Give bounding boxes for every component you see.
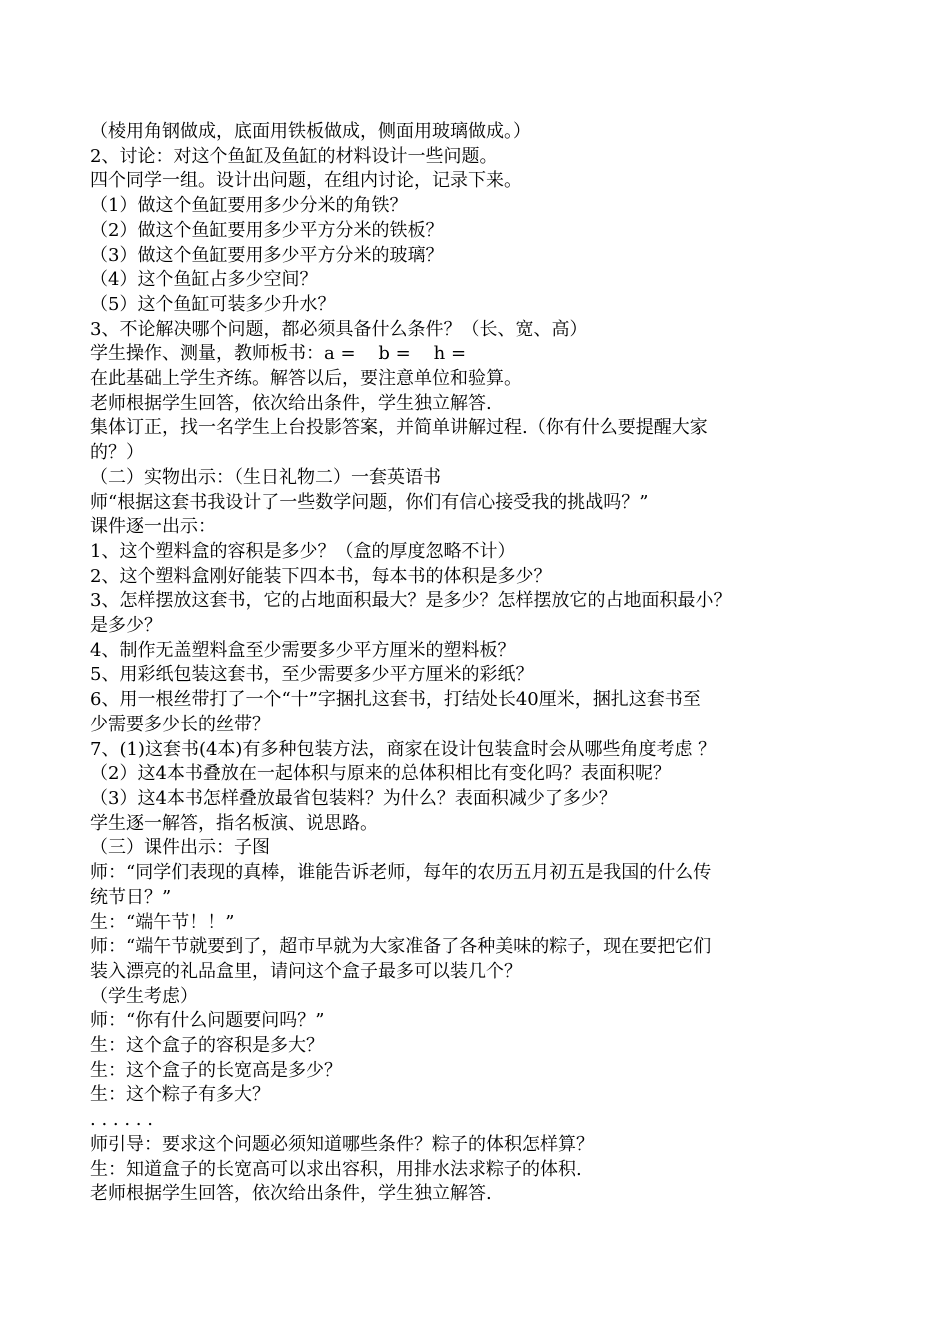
text-line: 师“根据这套书我设计了一些数学问题，你们有信心接受我的挑战吗？”: [90, 491, 649, 513]
text-line: 6、用一根丝带打了一个“十”字捆扎这套书，打结处长40厘米，捆扎这套书至: [90, 689, 701, 711]
text-line: 生：这个盒子的长宽高是多少？: [90, 1059, 342, 1081]
text-line: 学生操作、测量，教师板书：a = b = h =: [90, 343, 467, 365]
text-line: 4、制作无盖塑料盒至少需要多少平方厘米的塑料板？: [90, 639, 516, 661]
text-line: （2）这4本书叠放在一起体积与原来的总体积相比有变化吗？表面积呢？: [90, 763, 671, 785]
text-line: 学生逐一解答，指名板演、说思路。: [90, 812, 378, 834]
text-line: 的？）: [90, 442, 144, 464]
text-line: （1）做这个鱼缸要用多少分米的角铁？: [90, 195, 408, 217]
text-line: （4）这个鱼缸占多少空间？: [90, 269, 318, 291]
text-line: （学生考虑）: [90, 985, 198, 1007]
text-line: 生：这个粽子有多大？: [90, 1084, 270, 1106]
text-line: 课件逐一出示：: [90, 516, 216, 538]
text-line: 师：“端午节就要到了，超市早就为大家准备了各种美味的粽子，现在要把它们: [90, 936, 712, 958]
text-line: 装入漂亮的礼品盒里，请问这个盒子最多可以装几个？: [90, 960, 522, 982]
text-line: 2、这个塑料盒刚好能装下四本书，每本书的体积是多少？: [90, 565, 552, 587]
document-body: [90, 120, 880, 1207]
text-line: （棱用角钢做成，底面用铁板做成，侧面用玻璃做成。）: [90, 121, 531, 142]
text-line: 在此基础上学生齐练。解答以后，要注意单位和验算。: [90, 368, 522, 390]
text-line: 师：“同学们表现的真棒，谁能告诉老师，每年的农历五月初五是我国的什么传: [90, 862, 712, 884]
text-line: （3）这4本书怎样叠放最省包装料？为什么？表面积减少了多少？: [90, 787, 617, 809]
text-line: 2、讨论：对这个鱼缸及鱼缸的材料设计一些问题。: [90, 145, 498, 167]
text-line: （3）做这个鱼缸要用多少平方分米的玻璃？: [90, 244, 444, 266]
text-line: 7、(1)这套书(4本)有多种包装方法，商家在设计包装盒时会从哪些角度考虑 ？: [90, 738, 717, 760]
section-heading: （三）课件出示：子图: [90, 837, 270, 859]
text-line: 1、这个塑料盒的容积是多少？（盒的厚度忽略不计）: [90, 540, 516, 562]
text-line: 少需要多少长的丝带？: [90, 713, 270, 735]
text-line: 师：“你有什么问题要问吗？”: [90, 1010, 325, 1032]
text-line: 3、不论解决哪个问题，都必须具备什么条件？（长、宽、高）: [90, 318, 588, 340]
text-line: 生：“端午节！！”: [90, 911, 235, 933]
text-line: 师引导：要求这个问题必须知道哪些条件？粽子的体积怎样算？: [90, 1133, 594, 1155]
text-line: 是多少？: [90, 615, 162, 637]
text-line: （2）做这个鱼缸要用多少平方分米的铁板？: [90, 219, 444, 241]
text-line: 生：这个盒子的容积是多大？: [90, 1035, 324, 1057]
text-line: 老师根据学生回答，依次给出条件，学生独立解答.: [90, 392, 492, 414]
text-line: 老师根据学生回答，依次给出条件，学生独立解答.: [90, 1183, 492, 1205]
text-line: 3、怎样摆放这套书，它的占地面积最大？是多少？怎样摆放它的占地面积最小？: [90, 590, 732, 612]
text-line: 5、用彩纸包装这套书，至少需要多少平方厘米的彩纸？: [90, 664, 534, 686]
text-line: （5）这个鱼缸可装多少升水？: [90, 293, 336, 315]
section-heading: （二）实物出示：（生日礼物二）一套英语书: [90, 466, 441, 488]
text-line: 生：知道盒子的长宽高可以求出容积，用排水法求粽子的体积.: [90, 1158, 582, 1180]
ellipsis-line: . . . . . .: [90, 1109, 153, 1131]
text-line: 统节日？”: [90, 886, 172, 908]
text-line: 四个同学一组。设计出问题，在组内讨论，记录下来。: [90, 170, 522, 192]
text-line: 集体订正，找一名学生上台投影答案，并简单讲解过程.（你有什么要提醒大家: [90, 417, 708, 439]
